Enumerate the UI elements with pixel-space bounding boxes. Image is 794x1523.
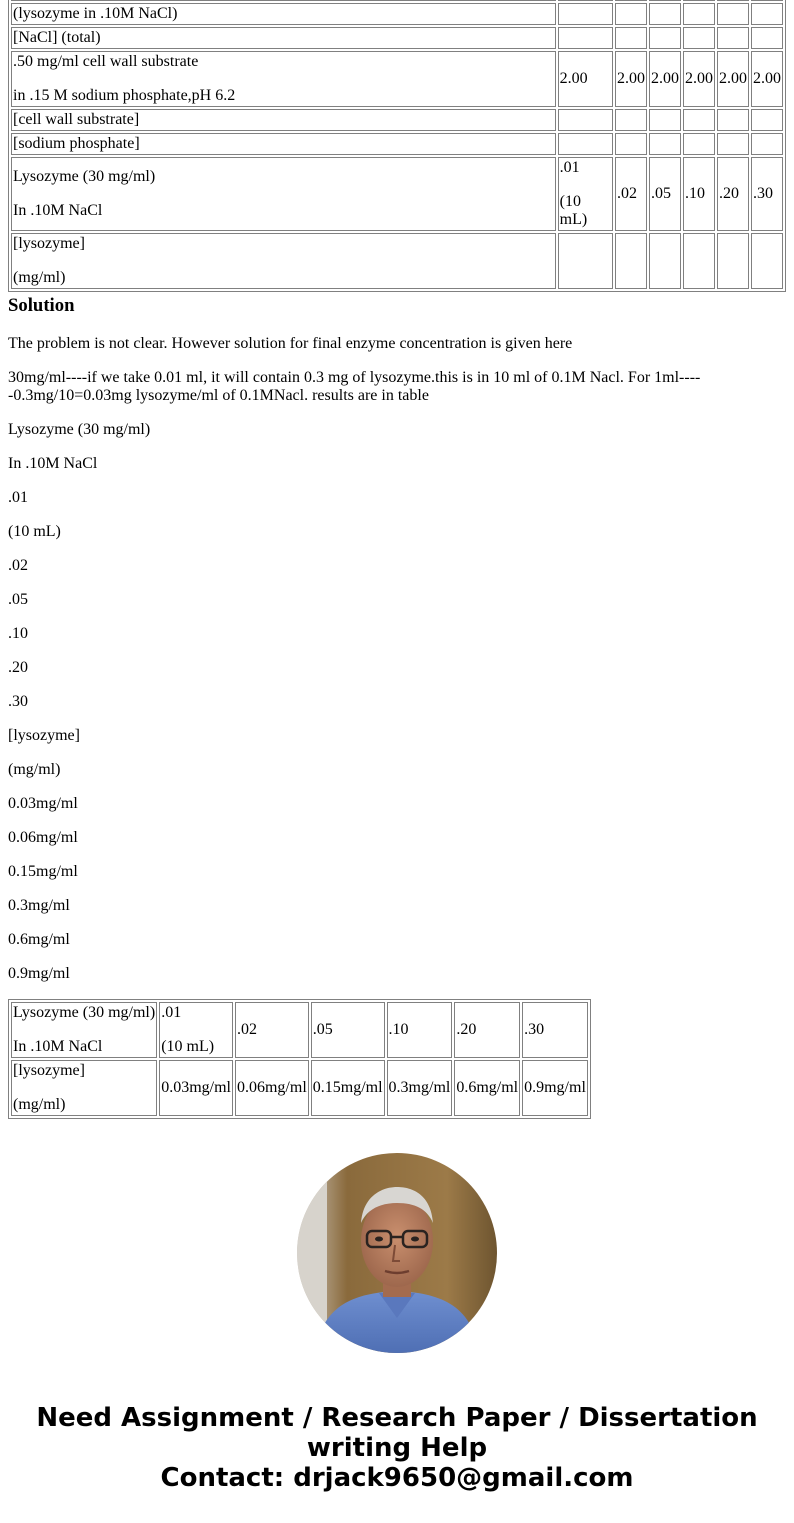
row-label: [lysozyme] (mg/ml) — [11, 233, 556, 289]
table-cell: 2.00 — [751, 51, 783, 107]
solution-heading: Solution — [8, 295, 75, 316]
table-row — [11, 3, 783, 25]
table-cell: .02 — [615, 157, 647, 231]
table-cell: 0.15mg/ml — [311, 1060, 385, 1116]
solution-explanation: 30mg/ml----if we take 0.01 ml, it will contain 0.3 mg of lysozyme.this is in 10 ml of 0.1M Nacl. For 1ml-----0.3mg/10=0.03mg lysozyme/ml of 0.1MNacl. results are in table — [8, 369, 701, 404]
table-cell: 2.00 — [683, 51, 715, 107]
table-row — [11, 133, 783, 155]
contact-email[interactable]: Contact: drjack9650@gmail.com — [160, 1463, 634, 1493]
table-cell: .01 (10 mL) — [558, 157, 613, 231]
table-row — [11, 1060, 588, 1116]
table-row — [11, 157, 783, 231]
table-cell: .30 — [522, 1002, 588, 1058]
table-row — [11, 1002, 588, 1058]
table-cell: 0.6mg/ml — [454, 1060, 520, 1116]
solution-line: In .10M NaCl — [8, 455, 98, 472]
result-table — [8, 999, 591, 1119]
promo-line: Need Assignment / Research Paper / Dissertation — [36, 1403, 758, 1433]
table-cell: 0.3mg/ml — [387, 1060, 453, 1116]
row-label: .50 mg/ml cell wall substrate in .15 M sodium phosphate,pH 6.2 — [11, 51, 556, 107]
solution-line: 0.6mg/ml — [8, 931, 70, 948]
experiment-table — [8, 0, 786, 292]
table-cell: 2.00 — [615, 51, 647, 107]
table-cell: 0.03mg/ml — [159, 1060, 233, 1116]
row-label: [NaCl] (total) — [11, 27, 556, 49]
solution-line: .02 — [8, 557, 28, 574]
solution-line: (10 mL) — [8, 523, 61, 540]
table-row — [11, 27, 783, 49]
row-label: Lysozyme (30 mg/ml) In .10M NaCl — [11, 157, 556, 231]
solution-line: .01 — [8, 489, 28, 506]
table-cell: .10 — [683, 157, 715, 231]
solution-line: .10 — [8, 625, 28, 642]
promo-line: writing Help — [306, 1433, 488, 1463]
table-cell: 0.9mg/ml — [522, 1060, 588, 1116]
solution-line: 0.06mg/ml — [8, 829, 78, 846]
solution-line: (mg/ml) — [8, 761, 61, 778]
table-row — [11, 51, 783, 107]
promo-banner — [0, 1403, 794, 1493]
solution-line: Lysozyme (30 mg/ml) — [8, 421, 151, 438]
solution-line: 0.3mg/ml — [8, 897, 70, 914]
table-cell: .20 — [454, 1002, 520, 1058]
solution-line: [lysozyme] — [8, 727, 80, 744]
table-cell: 2.00 — [649, 51, 681, 107]
solution-line: .20 — [8, 659, 28, 676]
table-row — [11, 233, 783, 289]
solution-line: .30 — [8, 693, 28, 710]
table-cell: .10 — [387, 1002, 453, 1058]
solution-line: 0.15mg/ml — [8, 863, 78, 880]
table-cell: .05 — [649, 157, 681, 231]
row-label — [11, 0, 556, 1]
table-cell: .20 — [717, 157, 749, 231]
table-row — [11, 0, 783, 1]
table-cell: 2.00 — [717, 51, 749, 107]
row-label: [lysozyme] (mg/ml) — [11, 1060, 157, 1116]
solution-line: 0.03mg/ml — [8, 795, 78, 812]
solution-line: 0.9mg/ml — [8, 965, 70, 982]
solution-intro: The problem is not clear. However solution for final enzyme concentration is given here — [8, 335, 573, 352]
table-cell: 0.06mg/ml — [235, 1060, 309, 1116]
row-label: [sodium phosphate] — [11, 133, 556, 155]
row-label: (lysozyme in .10M NaCl) — [11, 3, 556, 25]
table-cell: .30 — [751, 157, 783, 231]
table-cell: .01 (10 mL) — [159, 1002, 233, 1058]
avatar-portrait-image — [297, 1153, 497, 1353]
row-label: [cell wall substrate] — [11, 109, 556, 131]
table-row — [11, 109, 783, 131]
table-cell: 2.00 — [558, 51, 613, 107]
row-label: Lysozyme (30 mg/ml) In .10M NaCl — [11, 1002, 157, 1058]
solution-line: .05 — [8, 591, 28, 608]
author-avatar — [297, 1153, 497, 1353]
table-cell: .05 — [311, 1002, 385, 1058]
table-cell: .02 — [235, 1002, 309, 1058]
